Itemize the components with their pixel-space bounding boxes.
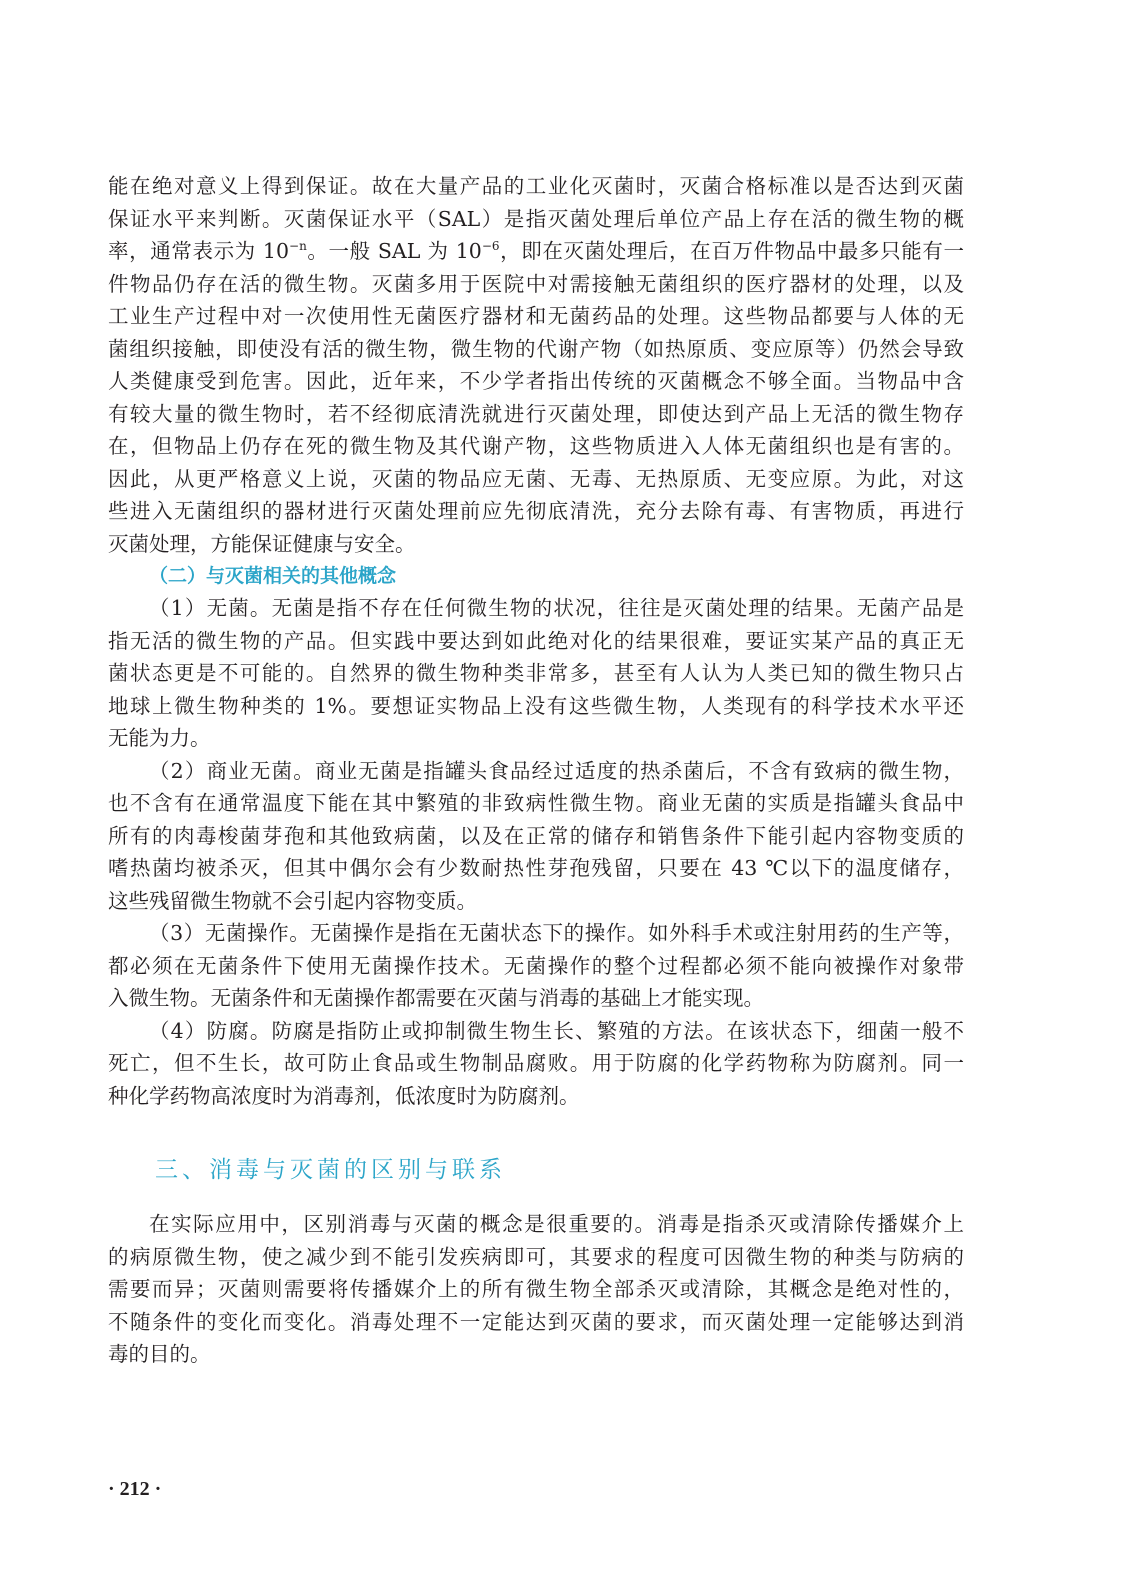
item-line: 入微生物。无菌条件和无菌操作都需要在灭菌与消毒的基础上才能实现。 xyxy=(108,986,764,1010)
item-line: （3）无菌操作。无菌操作是指在无菌状态下的操作。如外科手术或注射用药的生产等， xyxy=(149,921,964,945)
paragraph-line: 有较大量的微生物时，若不经彻底清洗就进行灭菌处理，即使达到产品上无活的微生物存 xyxy=(108,401,964,426)
item-line: （2）商业无菌。商业无菌是指罐头食品经过适度的热杀菌后，不含有致病的微生物， xyxy=(149,758,964,783)
paragraph-line: 能在绝对意义上得到保证。故在大量产品的工业化灭菌时，灭菌合格标准以是否达到灭菌 xyxy=(108,174,964,198)
paragraph-line: 需要而异；灭菌则需要将传播媒介上的所有微生物全部杀灭或清除，其概念是绝对性的， xyxy=(108,1277,964,1301)
paragraph-line-with-exponents xyxy=(108,235,964,268)
exponent: −6 xyxy=(481,239,500,253)
item-line: 种化学药物高浓度时为消毒剂，低浓度时为防腐剂。 xyxy=(108,1083,580,1108)
paragraph-line: 的病原微生物，使之减少到不能引发疾病即可，其要求的程度可因微生物的种类与防病的 xyxy=(108,1244,964,1269)
paragraph-line: 在实际应用中，区别消毒与灭菌的概念是很重要的。消毒是指杀灭或清除传播媒介上 xyxy=(149,1212,964,1236)
item-line: 地球上微生物种类的 1%。要想证实物品上没有这些微生物，人类现有的科学技术水平还 xyxy=(108,693,964,718)
paragraph-line: 工业生产过程中对一次使用性无菌医疗器材和无菌药品的处理。这些物品都要与人体的无 xyxy=(108,304,964,328)
paragraph-line: 些进入无菌组织的器材进行灭菌处理前应先彻底清洗，充分去除有毒、有害物质，再进行 xyxy=(108,499,964,523)
paragraph-line: 人类健康受到危害。因此，近年来，不少学者指出传统的灭菌概念不够全面。当物品中含 xyxy=(108,369,964,393)
text-fragment: 。一般 SAL 为 10 xyxy=(306,239,482,263)
text-fragment: 率，通常表示为 10 xyxy=(108,239,290,263)
item-line: 菌状态更是不可能的。自然界的微生物种类非常多，甚至有人认为人类已知的微生物只占 xyxy=(108,661,964,685)
final-paragraph xyxy=(108,1208,964,1371)
item-line: 嗜热菌均被杀灭，但其中偶尔会有少数耐热性芽孢残留，只要在 43 ℃以下的温度储存， xyxy=(108,856,964,880)
paragraph-line: 不随条件的变化而变化。消毒处理不一定能达到灭菌的要求，而灭菌处理一定能够达到消 xyxy=(108,1309,964,1334)
sub-heading: （二）与灭菌相关的其他概念 xyxy=(149,565,397,587)
paragraph-line: 毒的目的。 xyxy=(108,1342,211,1366)
paragraph-line: 灭菌处理，方能保证健康与安全。 xyxy=(108,531,416,556)
body-text-block xyxy=(108,170,964,1112)
exponent: −n xyxy=(289,239,307,253)
item-line: 这些残留微生物就不会引起内容物变质。 xyxy=(108,888,477,913)
section-heading: 三、消毒与灭菌的区别与联系 xyxy=(155,1157,506,1183)
item-line: 也不含有在通常温度下能在其中繁殖的非致病性微生物。商业无菌的实质是指罐头食品中 xyxy=(108,791,964,815)
item-line: 都必须在无菌条件下使用无菌操作技术。无菌操作的整个过程都必须不能向被操作对象带 xyxy=(108,953,964,978)
item-line: 死亡，但不生长，故可防止食品或生物制品腐败。用于防腐的化学药物称为防腐剂。同一 xyxy=(108,1051,964,1075)
page-number: · 212 · xyxy=(108,1478,162,1500)
item-line: （1）无菌。无菌是指不存在任何微生物的状况，往往是灭菌处理的结果。无菌产品是 xyxy=(149,596,964,620)
paragraph-line: 件物品仍存在活的微生物。灭菌多用于医院中对需接触无菌组织的医疗器材的处理，以及 xyxy=(108,271,964,296)
paragraph-line: 在，但物品上仍存在死的微生物及其代谢产物，这些物质进入人体无菌组织也是有害的。 xyxy=(108,434,964,458)
paragraph-line: 菌组织接触，即使没有活的微生物，微生物的代谢产物（如热原质、变应原等）仍然会导致 xyxy=(108,336,964,361)
item-line: 指无活的微生物的产品。但实践中要达到如此绝对化的结果很难，要证实某产品的真正无 xyxy=(108,628,964,653)
item-line: 无能为力。 xyxy=(108,726,211,750)
paragraph-line: 保证水平来判断。灭菌保证水平（SAL）是指灭菌处理后单位产品上存在活的微生物的概 xyxy=(108,206,964,231)
paragraph-line: 因此，从更严格意义上说，灭菌的物品应无菌、无毒、无热原质、无变应原。为此，对这 xyxy=(108,466,964,491)
item-line: （4）防腐。防腐是指防止或抑制微生物生长、繁殖的方法。在该状态下，细菌一般不 xyxy=(149,1018,964,1043)
text-fragment: ，即在灭菌处理后，在百万件物品中最多只能有一 xyxy=(499,239,964,263)
item-line: 所有的肉毒梭菌芽孢和其他致病菌，以及在正常的储存和销售条件下能引起内容物变质的 xyxy=(108,823,964,848)
